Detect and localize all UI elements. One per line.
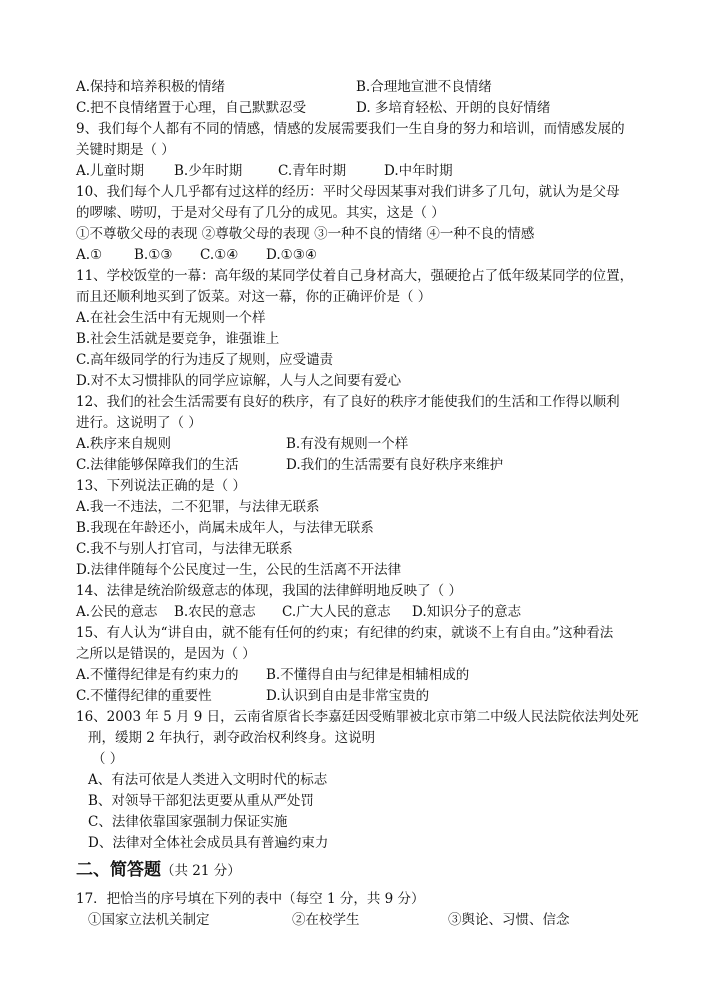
q14-option-c: C.广大人民的意志: [282, 604, 391, 620]
q16-option-b: B、对领导干部犯法更要从重从严处罚: [88, 793, 314, 809]
q15-option-a: A.不懂得纪律是有约束力的: [76, 667, 239, 683]
q10-stem-line2: 的啰嗦、唠叨，于是对父母有了几分的成见。其实，这是（ ）: [76, 205, 445, 221]
q13-option-b: B.我现在年龄还小，尚属未成年人，与法律无联系: [76, 520, 374, 536]
q11-option-d: D.对不太习惯排队的同学应谅解，人与人之间要有爱心: [76, 373, 402, 389]
q14-option-a: A.公民的意志: [76, 604, 158, 620]
q11-stem-line2: 而且还顺利地买到了饭菜。对这一幕，你的正确评价是（ ）: [76, 289, 432, 305]
q9-options: [76, 161, 453, 181]
q12-option-a: A.秩序来自规则: [76, 436, 172, 452]
q13-stem: 13、下列说法正确的是（ ）: [76, 478, 246, 494]
q10-options: [76, 245, 317, 265]
q14-option-d: D.知识分子的意志: [412, 604, 522, 620]
q9-option-b: B.少年时期: [174, 163, 243, 179]
q17-item-3: ③舆论、习惯、信念: [448, 912, 570, 928]
q12-option-c: C.法律能够保障我们的生活: [76, 457, 239, 473]
q8-option-d: D. 多培育轻松、开朗的良好情绪: [356, 100, 551, 116]
section-title: 二、简答题: [76, 860, 161, 880]
q8-option-c: C.把不良情绪置于心理，自己默默忍受: [76, 100, 307, 116]
q16-option-c: C、法律依靠国家强制力保证实施: [88, 814, 288, 830]
q15-option-b: B.不懂得自由与纪律是相辅相成的: [266, 667, 470, 683]
q14-options: [76, 602, 521, 622]
q17-items: [88, 910, 570, 930]
q17-stem: 17．把恰当的序号填在下列的表中（每空 1 分，共 9 分）: [76, 891, 425, 907]
q14-option-b: B.农民的意志: [174, 604, 256, 620]
q11-option-c: C.高年级同学的行为违反了规则，应受谴责: [76, 352, 334, 368]
section-score: （共 21 分）: [161, 863, 241, 879]
q9-stem-line1: 9、我们每个人都有不同的情感，情感的发展需要我们一生自身的努力和培训，而情感发展的: [76, 121, 625, 137]
q16-stem-line2: 刑，缓期 2 年执行，剥夺政治权利终身。这说明: [88, 730, 376, 746]
q15-stem-line1: 15、有人认为“讲自由，就不能有任何的约束；有纪律的约束，就谈不上有自由。”这种看法: [76, 625, 614, 641]
q11-option-a: A.在社会生活中有无规则一个样: [76, 310, 266, 326]
q10-option-d: D.①③④: [266, 247, 317, 263]
q12-option-d: D.我们的生活需要有良好秩序来维护: [286, 457, 504, 473]
q15-option-c: C.不懂得纪律的重要性: [76, 688, 212, 704]
q16-stem-line1: 16、2003 年 5 月 9 日，云南省原省长李嘉廷因受贿罪被北京市第二中级人民法院依法判处死: [76, 709, 639, 725]
q12-stem-line2: 进行。这说明了（ ）: [76, 415, 202, 431]
q10-option-a: A.①: [76, 247, 103, 263]
q17-item-1: ①国家立法机关制定: [88, 912, 210, 928]
q9-option-a: A.儿童时期: [76, 163, 145, 179]
q8-option-a: A.保持和培养积极的情绪: [76, 79, 226, 95]
q17-item-2: ②在校学生: [292, 912, 360, 928]
q14-stem: 14、法律是统治阶级意志的体现，我国的法律鲜明地反映了（ ）: [76, 583, 462, 599]
q15-stem-line2: 之所以是错误的，是因为（ ）: [76, 646, 256, 662]
q11-option-b: B.社会生活就是要竞争，谁强谁上: [76, 331, 280, 347]
q12-option-b: B.有没有规则一个样: [286, 436, 409, 452]
q13-option-c: C.我不与别人打官司，与法律无联系: [76, 541, 293, 557]
q9-option-d: D.中年时期: [384, 163, 453, 179]
q8-option-b: B.合理地宣泄不良情绪: [356, 79, 492, 95]
q16-answer-blank: （ ）: [92, 751, 124, 767]
q11-stem-line1: 11、学校饭堂的一幕：高年级的某同学仗着自己身材高大，强硬抢占了低年级某同学的位置，: [76, 268, 634, 284]
q10-stem-line1: 10、我们每个人几乎都有过这样的经历：平时父母因某事对我们讲多了几句，就认为是父母: [76, 184, 620, 200]
q16-option-a: A、有法可依是人类进入文明时代的标志: [88, 772, 328, 788]
q15-option-d: D.认识到自由是非常宝贵的: [266, 688, 430, 704]
q10-option-c: C.①④: [200, 247, 239, 263]
q13-option-d: D.法律伴随每个公民度过一生，公民的生活离不开法律: [76, 562, 402, 578]
q13-option-a: A.我一不违法，二不犯罪，与法律无联系: [76, 499, 320, 515]
q10-option-b: B.①③: [134, 247, 173, 263]
q16-option-d: D、法律对全体社会成员具有普遍约束力: [88, 835, 329, 851]
q9-stem-line2: 关键时期是（ ）: [76, 142, 175, 158]
q9-option-c: C.青年时期: [278, 163, 347, 179]
q12-stem-line1: 12、我们的社会生活需要有良好的秩序，有了良好的秩序才能使我们的生活和工作得以顺利: [76, 394, 620, 410]
q10-statements: ①不尊敬父母的表现 ②尊敬父母的表现 ③一种不良的情绪 ④一种不良的情感: [76, 226, 535, 242]
section-heading: [76, 858, 241, 883]
